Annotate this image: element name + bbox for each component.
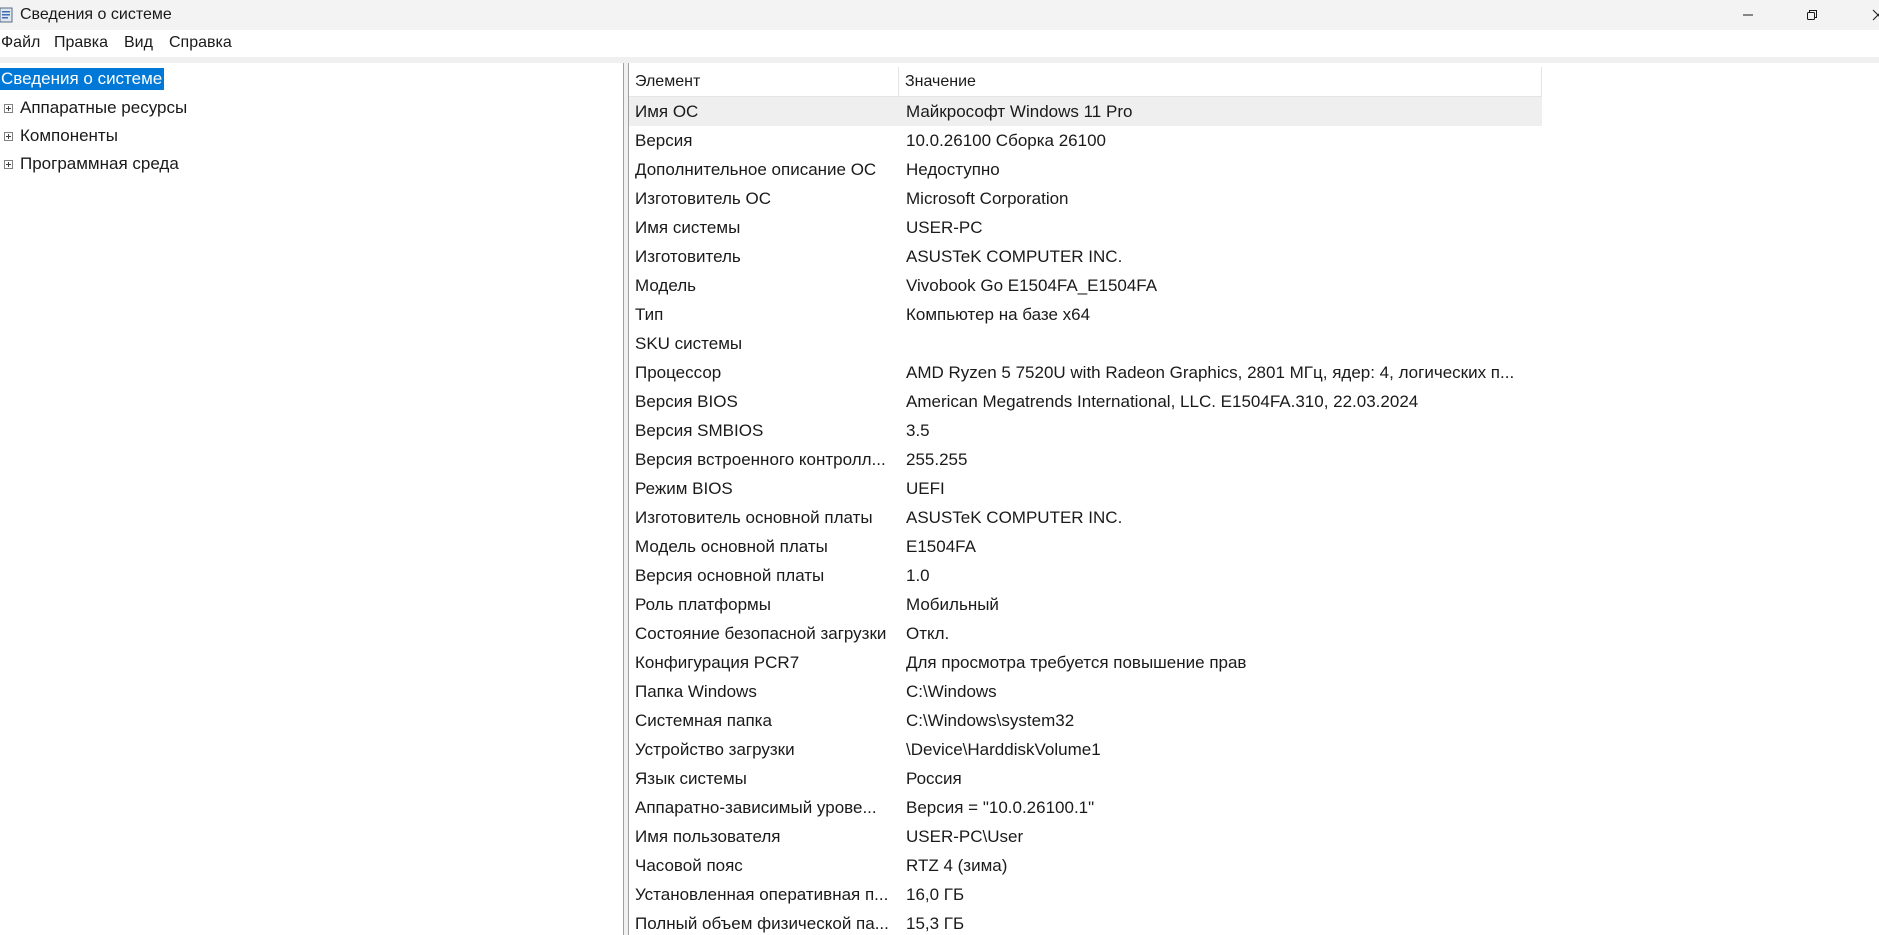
row-item-value: Для просмотра требуется повышение прав <box>906 653 1247 672</box>
table-row[interactable] <box>629 851 1542 880</box>
details-list[interactable] <box>629 63 1879 935</box>
plus-expander-icon[interactable] <box>4 104 13 113</box>
table-row[interactable] <box>629 706 1542 735</box>
row-item-value: UEFI <box>906 479 945 498</box>
row-item-value: American Megatrends International, LLC. E1504FA.310, 22.03.2024 <box>906 392 1419 411</box>
table-row[interactable] <box>629 474 1542 503</box>
restore-icon <box>1806 9 1818 21</box>
list-header <box>629 67 1542 97</box>
menu-view[interactable]: Вид <box>124 34 153 51</box>
table-row[interactable] <box>629 677 1542 706</box>
table-row[interactable] <box>629 445 1542 474</box>
row-item-name: Дополнительное описание ОС <box>635 160 877 179</box>
row-item-value: Компьютер на базе x64 <box>906 305 1091 324</box>
plus-expander-icon[interactable] <box>4 132 13 141</box>
row-item-value: Недоступно <box>906 160 1000 179</box>
title-bar <box>0 0 1879 30</box>
row-item-name: Версия BIOS <box>635 392 738 411</box>
row-item-name: Режим BIOS <box>635 479 733 498</box>
table-row[interactable] <box>629 300 1542 329</box>
table-row[interactable] <box>629 764 1542 793</box>
table-row[interactable] <box>629 619 1542 648</box>
row-item-value: Мобильный <box>906 595 999 614</box>
row-item-value: C:\Windows <box>906 682 997 701</box>
row-item-value: Россия <box>906 769 962 788</box>
row-item-name: Версия <box>635 131 693 150</box>
row-item-name: Процессор <box>635 363 722 382</box>
table-row[interactable] <box>629 184 1542 213</box>
row-item-value: AMD Ryzen 5 7520U with Radeon Graphics, 2801 МГц, ядер: 4, логических п... <box>906 363 1515 382</box>
tree-item-label: Компоненты <box>20 126 118 145</box>
row-item-name: Модель <box>635 276 697 295</box>
tree-item-label: Программная среда <box>20 154 179 173</box>
menu-edit[interactable]: Правка <box>54 34 109 51</box>
row-item-value: ASUSTeK COMPUTER INC. <box>906 508 1123 527</box>
table-row[interactable] <box>629 97 1542 126</box>
close-button[interactable] <box>1852 0 1879 30</box>
row-item-value: C:\Windows\system32 <box>906 711 1075 730</box>
row-item-name: Версия SMBIOS <box>635 421 764 440</box>
row-item-value: \Device\HarddiskVolume1 <box>906 740 1101 759</box>
row-item-name: Имя пользователя <box>635 827 781 846</box>
tree-item-system-summary[interactable]: Сведения о системе <box>1 69 163 88</box>
row-item-value: E1504FA <box>906 537 976 556</box>
table-row[interactable] <box>629 735 1542 764</box>
table-row[interactable] <box>629 532 1542 561</box>
table-row[interactable] <box>629 561 1542 590</box>
table-row[interactable] <box>629 880 1542 909</box>
row-item-value: RTZ 4 (зима) <box>906 856 1008 875</box>
row-item-value: 10.0.26100 Сборка 26100 <box>906 131 1106 150</box>
column-header-value[interactable]: Значение <box>899 67 1542 96</box>
row-item-name: Часовой пояс <box>635 856 743 875</box>
row-item-name: Системная папка <box>635 711 772 730</box>
row-item-name: Тип <box>635 305 664 324</box>
row-item-name: Изготовитель <box>635 247 741 266</box>
row-item-value: 255.255 <box>906 450 968 469</box>
row-item-value: USER-PC\User <box>906 827 1024 846</box>
menu-bar <box>0 30 1879 57</box>
row-item-value: Майкрософт Windows 11 Pro <box>906 102 1133 121</box>
table-row[interactable] <box>629 648 1542 677</box>
table-row[interactable] <box>629 126 1542 155</box>
close-icon <box>1872 9 1879 21</box>
row-item-value: 1.0 <box>906 566 930 585</box>
table-row[interactable] <box>629 271 1542 300</box>
row-item-name: Полный объем физической па... <box>635 914 889 933</box>
row-item-name: Модель основной платы <box>635 537 828 556</box>
row-item-name: Устройство загрузки <box>635 740 795 759</box>
row-item-value: 16,0 ГБ <box>906 885 965 904</box>
row-item-name: Роль платформы <box>635 595 771 614</box>
menu-file[interactable]: Файл <box>1 34 41 51</box>
table-row[interactable] <box>629 416 1542 445</box>
system-info-icon <box>0 7 13 23</box>
table-row[interactable] <box>629 242 1542 271</box>
row-item-name: Имя системы <box>635 218 741 237</box>
row-item-name: Имя ОС <box>635 102 699 121</box>
list-rows <box>629 97 1542 935</box>
row-item-value: ASUSTeK COMPUTER INC. <box>906 247 1123 266</box>
window-title: Сведения о системе <box>20 6 172 23</box>
column-header-item[interactable]: Элемент <box>629 67 899 96</box>
table-row[interactable] <box>629 793 1542 822</box>
tree-item-hardware-resources[interactable] <box>0 97 187 119</box>
tree-item-software-environment[interactable] <box>0 153 179 175</box>
row-item-name: Папка Windows <box>635 682 757 701</box>
table-row[interactable] <box>629 329 1542 358</box>
row-item-value: 15,3 ГБ <box>906 914 965 933</box>
table-row[interactable] <box>629 909 1542 935</box>
tree-item-components[interactable] <box>0 125 118 147</box>
row-item-value: Vivobook Go E1504FA_E1504FA <box>906 276 1158 295</box>
table-row[interactable] <box>629 358 1542 387</box>
tree-pane[interactable] <box>0 63 624 935</box>
row-item-name: Версия встроенного контролл... <box>635 450 886 469</box>
row-item-value: 3.5 <box>906 421 930 440</box>
table-row[interactable] <box>629 590 1542 619</box>
table-row[interactable] <box>629 503 1542 532</box>
table-row[interactable] <box>629 387 1542 416</box>
row-item-name: Аппаратно-зависимый урове... <box>635 798 877 817</box>
row-item-name: Изготовитель основной платы <box>635 508 873 527</box>
minimize-icon <box>1742 9 1754 21</box>
row-item-value: Версия = "10.0.26100.1" <box>906 798 1095 817</box>
row-item-value: Откл. <box>906 624 950 643</box>
tree-item-label: Аппаратные ресурсы <box>20 98 188 117</box>
row-item-value: USER-PC <box>906 218 983 237</box>
table-row[interactable] <box>629 213 1542 242</box>
minimize-button[interactable] <box>1722 0 1774 30</box>
row-item-value <box>906 329 1536 358</box>
row-item-name: SKU системы <box>635 334 743 353</box>
row-item-name: Конфигурация PCR7 <box>635 653 800 672</box>
row-item-name: Версия основной платы <box>635 566 825 585</box>
restore-button[interactable] <box>1786 0 1838 30</box>
menu-help[interactable]: Справка <box>169 34 232 51</box>
plus-expander-icon[interactable] <box>4 160 13 169</box>
row-item-name: Язык системы <box>635 769 747 788</box>
table-row[interactable] <box>629 822 1542 851</box>
row-item-value: Microsoft Corporation <box>906 189 1069 208</box>
row-item-name: Установленная оперативная п... <box>635 885 889 904</box>
table-row[interactable] <box>629 155 1542 184</box>
row-item-name: Состояние безопасной загрузки <box>635 624 887 643</box>
row-item-name: Изготовитель ОС <box>635 189 771 208</box>
